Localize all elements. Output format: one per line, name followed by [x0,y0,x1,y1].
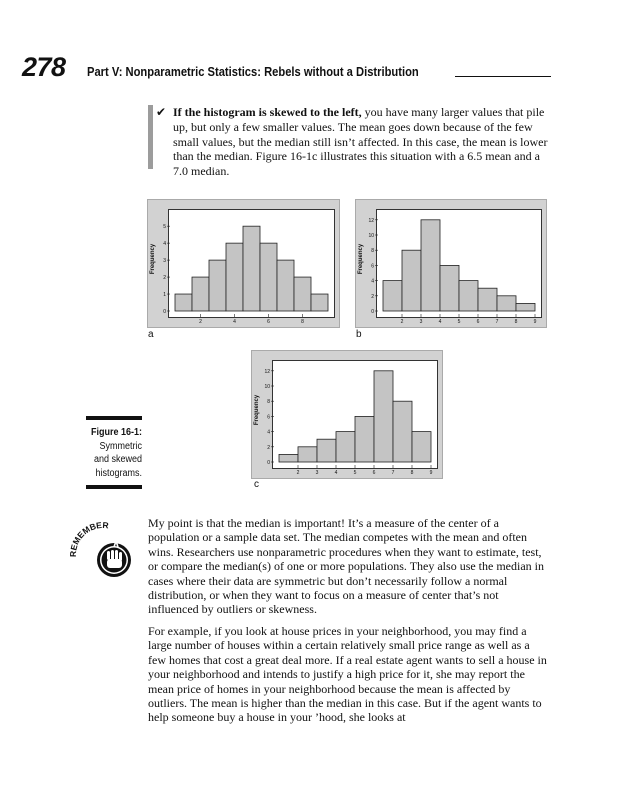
y-tick-label: 10 [264,384,270,390]
histogram-bar [294,277,311,311]
histogram-bar [209,260,226,311]
y-tick-label: 3 [163,258,166,265]
y-tick-label: 6 [267,414,270,421]
y-tick-label: 2 [371,293,374,300]
histogram-bar [355,416,374,462]
y-tick-label: 0 [267,460,270,466]
y-tick-label: 6 [371,263,374,270]
histogram-bar [298,447,317,462]
x-tick-label: 8 [514,319,518,325]
remember-icon-text: MEMBER [70,519,110,547]
y-tick-label: 0 [371,309,374,315]
x-tick-label: 4 [438,319,442,325]
histogram-a [163,210,334,325]
histogram-bar [440,265,459,311]
y-tick-label: 4 [267,429,270,436]
histogram-c [264,361,437,476]
caption-rule-bottom [86,485,142,489]
x-tick-label: 4 [334,470,338,476]
histogram-bar [279,454,298,462]
y-tick-label: 1 [163,292,166,299]
histogram-bar [175,294,192,311]
histogram-bar [421,220,440,311]
x-tick-label: 4 [233,319,236,325]
histogram-bar [497,296,516,311]
x-tick-label: 6 [372,470,376,476]
plot-area-c [264,360,438,476]
plot-area-b [368,209,542,325]
x-tick-label: 9 [429,470,433,476]
histogram-bar [383,281,402,311]
histogram-bar [317,439,336,462]
histogram-panel-c [251,350,443,479]
histogram-bar [393,401,412,462]
x-tick-label: 3 [315,470,319,476]
y-tick-label: 10 [368,233,374,239]
bullet-sidebar [148,105,153,169]
x-tick-label: 8 [301,319,304,325]
histogram-bar [277,260,294,311]
histogram-bar [260,243,277,311]
y-tick-label: 5 [163,224,166,231]
plot-area-a [163,209,335,325]
x-tick-label: 6 [476,319,480,325]
caption-rule-top [86,416,142,420]
x-tick-label: 7 [391,470,395,476]
y-tick-label: 8 [267,399,270,406]
histogram-bar [374,371,393,462]
y-tick-label: 12 [368,217,374,224]
x-tick-label: 3 [419,319,423,325]
remember-icon [70,517,134,581]
header-rule [455,76,551,77]
x-tick-label: 8 [410,470,414,476]
body-paragraph-2: For example, if you look at house prices in your neighborhood, you may find a large number of houses within a certain relatively small price range as well as a few homes that cost a great deal more. If a real estate agent wants to sell a house in your neighborhood and intends to justify a high price for it, she may report the mean price of homes in your neighborhood because the mean is affected by outliers. The mean is higher than the median in this case. But if the agent wants to help someone buy a house in your ’hood, she looks at [148,624,547,725]
checkmark-icon: ✔ [156,105,167,119]
x-tick-label: 2 [400,319,404,325]
bullet-lead: If the histogram is skewed to the left, [173,105,362,119]
page-number: 278 [22,52,66,82]
body-paragraph-1: My point is that the median is important! It’s a measure of the center of a population or a sample data set. The median competes with the mean and often wins. Researchers use nonparametric procedures when they want to estimate, test, or compare the median(s) of one or more populations. They also use the median in cases where their data are symmetric but don’t necessarily follow a normal distribution, or when they want to focus on a measure of center that’s not influenced by outliers or skewness. [148,516,544,617]
histogram-bar [336,432,355,462]
histogram-bar [226,243,243,311]
y-tick-label: 4 [163,241,166,248]
y-tick-label: 4 [371,278,374,285]
panel-letter-a: a [148,329,154,340]
y-axis-label-a: Frequency [150,243,157,275]
panel-letter-b: b [356,329,362,340]
x-tick-label: 9 [533,319,537,325]
histogram-panel-a [147,199,340,328]
y-tick-label: 2 [267,444,270,451]
histogram-bar [412,432,431,462]
figure-caption [88,426,142,480]
histogram-panel-b [355,199,547,328]
caption-text: Symmetric and skewed histograms. [93,440,142,479]
x-tick-label: 2 [199,319,202,325]
y-tick-label: 12 [264,368,270,375]
histogram-bar [402,250,421,311]
y-tick-label: 2 [163,275,166,282]
y-tick-label: 8 [371,248,374,255]
y-axis-label-c: Frequency [254,394,261,426]
histogram-b [368,210,541,325]
bullet-paragraph [156,105,548,179]
x-tick-label: 6 [267,319,270,325]
x-tick-label: 5 [353,470,357,476]
histogram-bar [311,294,328,311]
x-tick-label: 5 [457,319,461,325]
histogram-bar [243,226,260,311]
y-tick-label: 0 [163,309,166,315]
histogram-bar [516,303,535,311]
bullet-text: you have many larger values that pile up, but only a few smaller values. The mean goes down because of the few small values, but the median still isn’t affected. In this case, the mean is lower than the median. Figure 16-1c illustrates this situation with a 6.5 mean and a 7.0 median. [173,105,548,179]
y-axis-label-b: Frequency [358,243,365,275]
histogram-bar [459,281,478,311]
histogram-bar [192,277,209,311]
x-tick-label: 2 [296,470,300,476]
running-head: Part V: Nonparametric Statistics: Rebels without a Distribution [87,64,419,79]
x-tick-label: 7 [495,319,499,325]
histogram-bar [478,288,497,311]
caption-label: Figure 16-1: [90,427,142,438]
panel-letter-c: c [254,479,259,490]
